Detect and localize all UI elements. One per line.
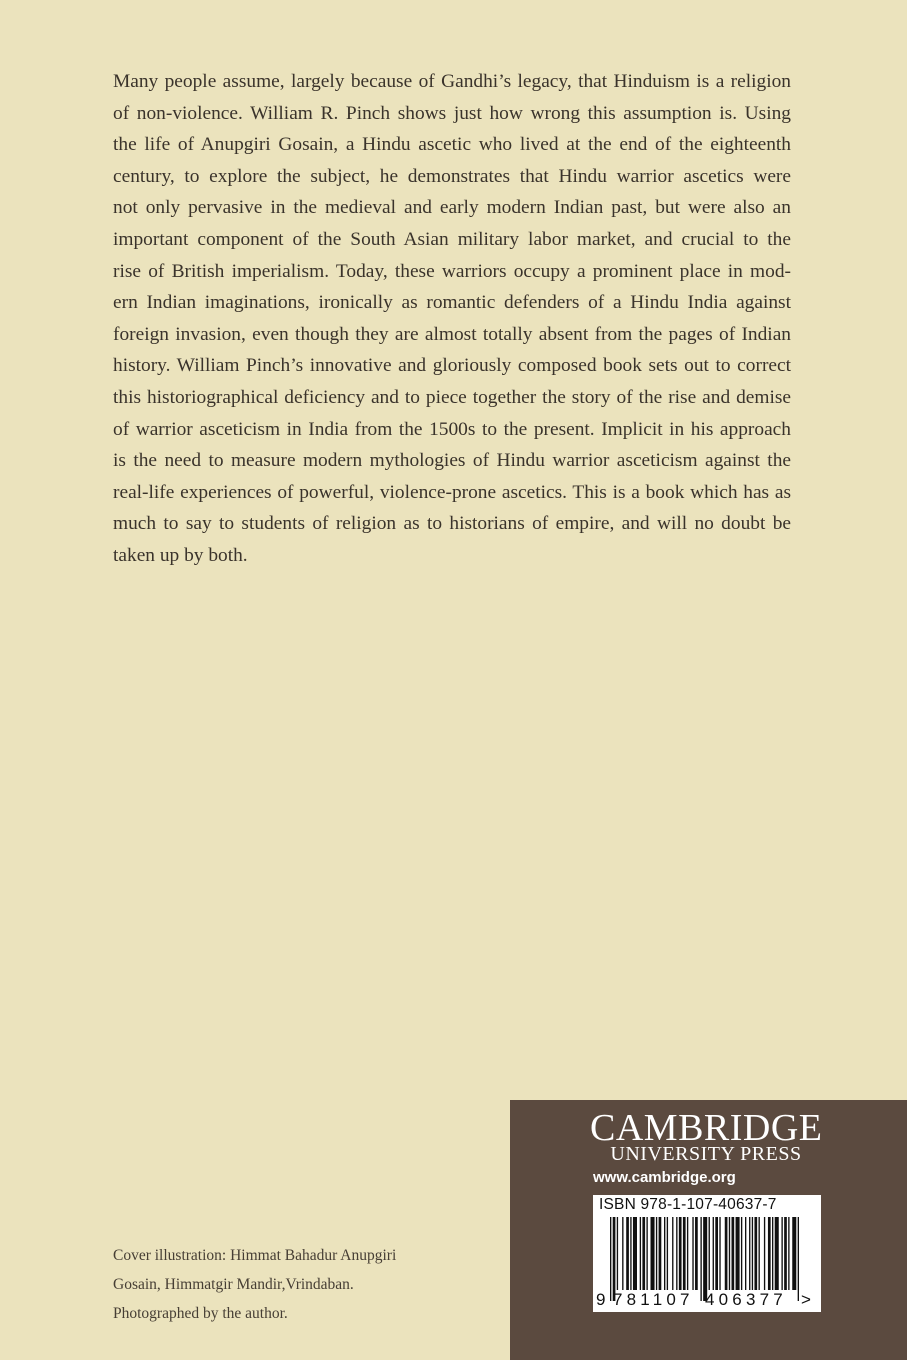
- cover-illustration-credit: [113, 1241, 473, 1328]
- publisher-url: www.cambridge.org: [593, 1169, 736, 1186]
- barcode-bar: [719, 1217, 720, 1290]
- blurb-line: much to say to students of religion as to historians of empire, and will no doubt be: [113, 513, 791, 535]
- barcode-digits-right: 406377: [705, 1290, 787, 1309]
- blurb-line: important component of the South Asian military labor market, and crucial to the: [113, 228, 791, 250]
- barcode-bar: [630, 1217, 631, 1290]
- back-cover-blurb: [113, 66, 791, 572]
- publisher-name: CAMBRIDGE: [590, 1107, 823, 1149]
- barcode-bar: [695, 1217, 698, 1290]
- barcode-digits-left: 781107: [613, 1290, 694, 1309]
- barcode-bar: [725, 1217, 728, 1290]
- barcode-bar: [775, 1217, 779, 1290]
- barcode-bar: [741, 1217, 742, 1290]
- barcode-bar: [613, 1217, 616, 1301]
- credit-line: Cover illustration: Himmat Bahadur Anupgiri: [113, 1247, 397, 1264]
- barcode-bar: [676, 1217, 677, 1290]
- barcode-bar: [713, 1217, 714, 1290]
- barcode-bar: [687, 1217, 688, 1290]
- barcode-bar: [633, 1217, 637, 1290]
- barcode-bar: [745, 1217, 746, 1290]
- blurb-line: the life of Anupgiri Gosain, a Hindu ascetic who lived at the end of the eighteenth: [113, 134, 791, 156]
- barcode-bar: [754, 1217, 757, 1290]
- barcode-end-mark: >: [801, 1290, 811, 1309]
- barcode-bar: [788, 1217, 789, 1290]
- barcode-lead-digit: 9: [596, 1290, 606, 1309]
- barcode-bar: [622, 1217, 623, 1290]
- barcode-bar: [709, 1217, 710, 1290]
- barcode-bar: [646, 1217, 647, 1290]
- barcode-bar: [729, 1217, 730, 1290]
- blurb-line: rise of British imperialism. Today, these warriors occupy a prominent place in mod-: [113, 260, 791, 282]
- barcode-bar: [640, 1217, 641, 1290]
- blurb-line: is the need to measure modern mythologies of Hindu warrior asceticism against the: [113, 450, 791, 472]
- barcode-bar: [692, 1217, 693, 1290]
- barcode-bar: [768, 1217, 771, 1290]
- barcode-bar: [781, 1217, 782, 1290]
- blurb-line: this historiographical deficiency and to piece together the story of the rise and demise: [113, 386, 791, 408]
- barcode-bar: [651, 1217, 655, 1290]
- barcode-bar: [642, 1217, 645, 1290]
- barcode-bar: [752, 1217, 753, 1290]
- barcode-bar: [626, 1217, 629, 1290]
- barcode-bar: [672, 1217, 673, 1290]
- blurb-line: Many people assume, largely because of Gandhi’s legacy, that Hinduism is a religion: [113, 71, 791, 92]
- isbn-barcode: [593, 1195, 821, 1312]
- barcode-bar: [664, 1217, 665, 1290]
- barcode-bar: [679, 1217, 682, 1290]
- blurb-line: taken up by both.: [113, 544, 248, 566]
- barcode-bar: [703, 1217, 707, 1301]
- barcode-bar: [732, 1217, 735, 1290]
- barcode-bar: [749, 1217, 750, 1290]
- barcode-bar: [667, 1217, 668, 1290]
- blurb-line: of warrior asceticism in India from the 1500s to the present. Implicit in his approach: [113, 418, 791, 440]
- blurb-line: real-life experiences of powerful, violence-prone ascetics. This is a book which has as: [113, 481, 791, 503]
- publisher-panel: [510, 1100, 907, 1360]
- credit-line: Gosain, Himmatgir Mandir,Vrindaban.: [113, 1276, 354, 1293]
- blurb-line: history. William Pinch’s innovative and gloriously composed book sets out to correct: [113, 355, 791, 377]
- barcode-bar: [683, 1217, 686, 1290]
- blurb-line: ern Indian imaginations, ironically as romantic defenders of a Hindu India against: [113, 292, 791, 314]
- barcode-bar: [656, 1217, 657, 1290]
- blurb-line: century, to explore the subject, he demonstrates that Hindu warrior ascetics were: [113, 165, 791, 187]
- isbn-label: ISBN 978-1-107-40637-7: [599, 1196, 777, 1213]
- barcode-bar: [736, 1217, 740, 1290]
- barcode-bar: [700, 1217, 701, 1301]
- barcode-bar: [792, 1217, 796, 1290]
- barcode-bar: [798, 1217, 799, 1301]
- blurb-line: not only pervasive in the medieval and early modern Indian past, but were also an: [113, 197, 791, 219]
- barcode-bar: [772, 1217, 773, 1290]
- barcode-bar: [715, 1217, 718, 1290]
- blurb-line: foreign invasion, even though they are almost totally absent from the pages of Indian: [113, 323, 791, 345]
- barcode-bar: [784, 1217, 787, 1290]
- barcode-bar: [610, 1217, 611, 1301]
- barcode-bar: [617, 1217, 618, 1290]
- barcode-bar: [764, 1217, 765, 1290]
- credit-line: Photographed by the author.: [113, 1305, 288, 1322]
- publisher-subname: UNIVERSITY PRESS: [610, 1143, 802, 1165]
- barcode-bar: [659, 1217, 662, 1290]
- blurb-line: of non-violence. William R. Pinch shows just how wrong this assumption is. Using: [113, 102, 791, 124]
- barcode-bar: [759, 1217, 760, 1290]
